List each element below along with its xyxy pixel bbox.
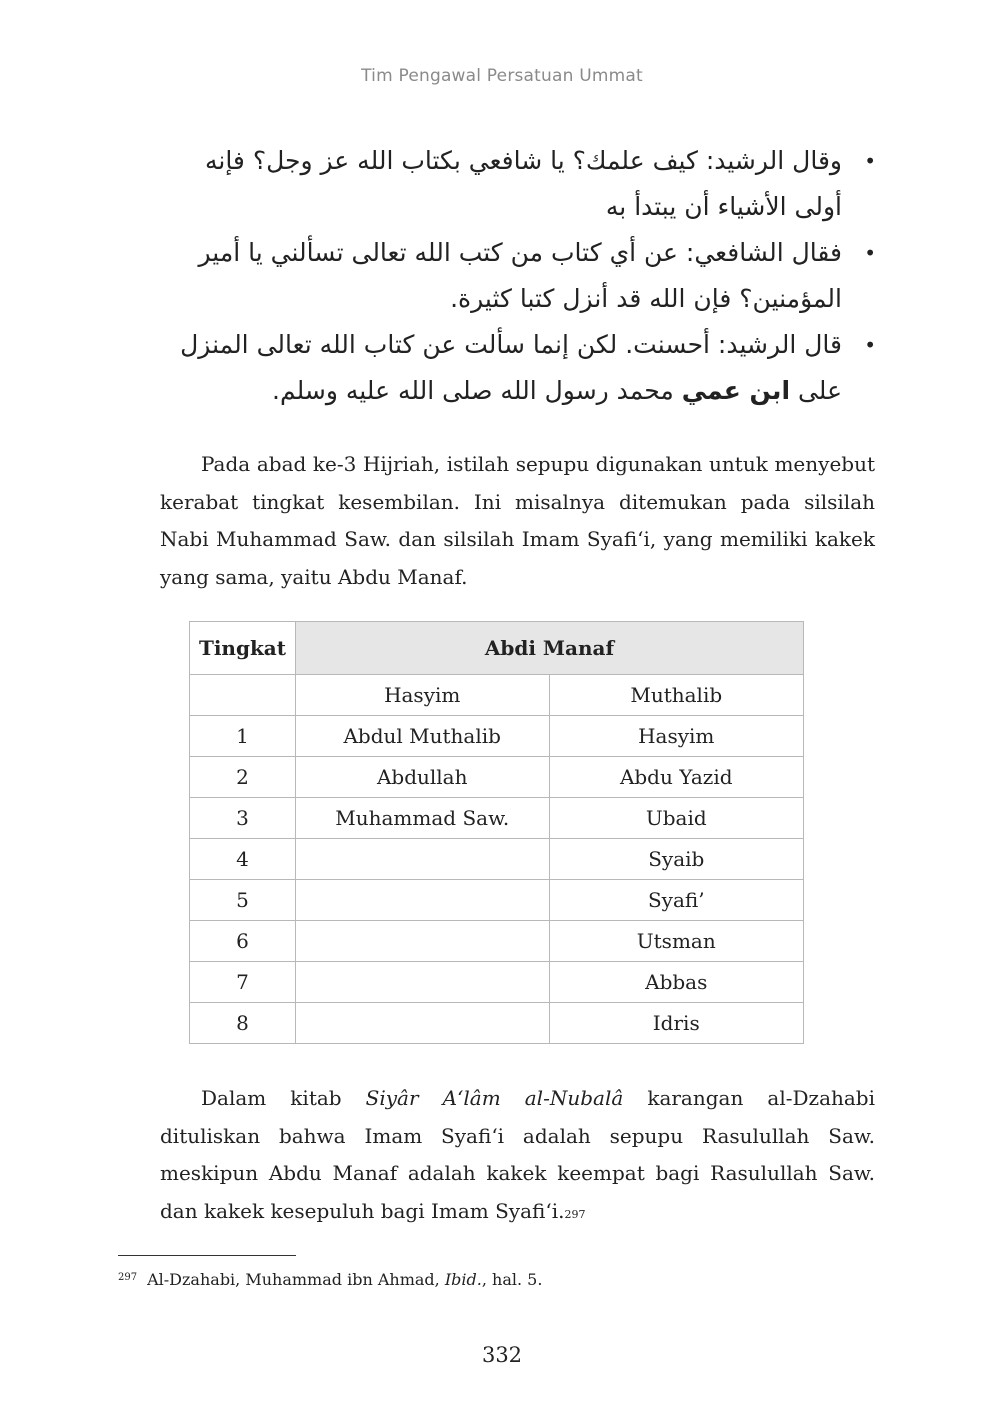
cell-prophet-line (295, 1003, 549, 1044)
cell-syafii-line: Hasyim (549, 716, 804, 757)
paragraph-siyar-alam (160, 1080, 875, 1230)
table-header-row (190, 622, 804, 675)
footnote-divider (118, 1255, 296, 1256)
cell-level: 7 (190, 962, 296, 1003)
arabic-bullet-1: • وقال الرشيد: كيف علمك؟ يا شافعي بكتاب الله عز وجل؟ فإنه أولى الأشياء أن يبتدأ به (150, 138, 880, 230)
cell-prophet-line (295, 880, 549, 921)
arabic-dialogue-list (150, 138, 880, 414)
cell-level (190, 675, 296, 716)
table-row (190, 921, 804, 962)
paragraph-cousin-definition: Pada abad ke-3 Hijriah, istilah sepupu digunakan untuk menyebut kerabat tingkat kesembilan. Ini misalnya ditemukan pada silsilah Nabi Muhammad Saw. dan silsilah Imam Syafi‘i, yang memiliki kakek yang sama, yaitu Abdu Manaf. (160, 452, 875, 589)
cell-prophet-line: Muhammad Saw. (295, 798, 549, 839)
cell-syafii-line: Syaib (549, 839, 804, 880)
cell-syafii-line: Syafi’ (549, 880, 804, 921)
table-row (190, 798, 804, 839)
footnote-text-start: Al-Dzahabi, Muhammad ibn Ahmad, (147, 1270, 445, 1289)
page-number: 332 (481, 1343, 523, 1367)
book-title: Siyâr A‘lâm al-Nubalâ (365, 1086, 624, 1110)
table-row (190, 757, 804, 798)
cell-syafii-line: Utsman (549, 921, 804, 962)
cell-level: 3 (190, 798, 296, 839)
header-abdi-manaf: Abdi Manaf (295, 622, 803, 675)
footnote-ibid: Ibid. (444, 1270, 482, 1289)
footnote-297 (118, 1270, 542, 1289)
footnote-number: 297 (118, 1272, 138, 1283)
cell-prophet-line (295, 839, 549, 880)
cell-level: 1 (190, 716, 296, 757)
cell-level: 8 (190, 1003, 296, 1044)
table-row (190, 716, 804, 757)
genealogy-table (189, 621, 804, 1044)
table-row (190, 839, 804, 880)
footnote-text-end: , hal. 5. (481, 1270, 543, 1289)
arabic-bullet-2: • فقال الشافعي: عن أي كتاب من كتب الله تعالى تسألني يا أمير المؤمنين؟ فإن الله قد أنزل كتبا كثيرة. (150, 230, 880, 322)
cell-level: 2 (190, 757, 296, 798)
table-row (190, 1003, 804, 1044)
paragraph2-body: karangan al-Dzahabi dituliskan bahwa Imam Syafi‘i adalah sepupu Rasulullah Saw. meskipun Abdu Manaf adalah kakek keempat bagi Rasulullah Saw. dan kakek kesepuluh bagi Imam Syafi‘i. (160, 1086, 875, 1223)
header-tingkat: Tingkat (190, 622, 296, 675)
cell-syafii-line: Ubaid (549, 798, 804, 839)
cell-prophet-line (295, 962, 549, 1003)
arabic-bullet-3-start: قال الرشيد: أحسنت. لكن إنما سألت عن كتاب الله تعالى المنزل على (180, 330, 842, 405)
cell-prophet-line: Hasyim (295, 675, 549, 716)
cell-prophet-line (295, 921, 549, 962)
cell-level: 5 (190, 880, 296, 921)
cell-level: 4 (190, 839, 296, 880)
cell-syafii-line: Idris (549, 1003, 804, 1044)
arabic-bullet-3 (150, 322, 880, 414)
cell-prophet-line: Abdullah (295, 757, 549, 798)
arabic-bullet-3-end: محمد رسول الله صلى الله عليه وسلم. (272, 376, 682, 405)
cell-syafii-line: Muthalib (549, 675, 804, 716)
cell-syafii-line: Abdu Yazid (549, 757, 804, 798)
table-row (190, 675, 804, 716)
table-row (190, 880, 804, 921)
cell-prophet-line: Abdul Muthalib (295, 716, 549, 757)
cell-syafii-line: Abbas (549, 962, 804, 1003)
running-header: Tim Pengawal Persatuan Ummat (361, 66, 643, 86)
paragraph2-intro: Dalam kitab (201, 1086, 366, 1110)
footnote-reference[interactable]: 297 (564, 1207, 586, 1221)
arabic-bullet-3-bold: ابن عمي (681, 376, 791, 405)
cell-level: 6 (190, 921, 296, 962)
table-row (190, 962, 804, 1003)
